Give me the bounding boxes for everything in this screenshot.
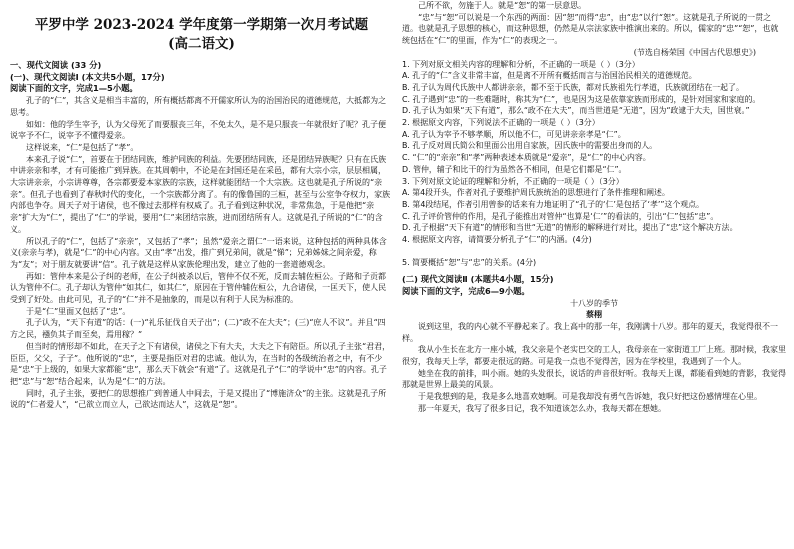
section-heading: 一、现代文阅读 (33 分) [10,60,102,70]
option: A. 孔子认为宰予不够孝顺，所以他不仁，可见讲亲亲孝是“仁”。 [402,129,626,139]
passage-paragraph: 本来孔子说“仁”，首要在于团结同族，维护同族的利益。先要团结同族，还是团结异族呢？只有在氏族中讲亲亲和孝，才有可能推广到异族。在其周朝中，不论是在封国还是在采邑，都有大宗小宗，层层相属，大宗讲亲亲，小宗讲尊尊，各宗都要爱本家族的宗族，这样就能团结一个大宗族。这也就是孔子所说的“亲亲”。但孔子也看到了春秋时代的变化，一个宗族都分离了。有的像鲁国的三桓，甚至与公室争夺权力，家族内部也争夺。周天子对于诸侯，也不像过去那样有权威了。孔子看到这种状况，非常焦急，于是他把“亲亲”扩大为“仁”，提出了“仁”的学说，要用“仁”来团结宗族，进而团结所有人。这就是孔子所说的“仁”的含义。 [10,154,391,234]
story-title: 十八岁的季节 [570,298,618,308]
right-column [402,0,786,415]
passage-paragraph: 所以孔子的“仁”，包括了“亲亲”，又包括了“孝”；虽然“爱亲之谓仁”一语来说，这种包括的两种具体含义(亲亲与孝)，就是“仁”的中心内容。又由“孝”出发，推广到兄弟间，就是“悌”；兄弟姊妹之间亲爱，称为“友”；对于朋友就要讲“信”。孔子就是这样从家族伦理出发，建立了他的一套道德观念。 [10,236,387,269]
question-1: 1. 下列对原文相关内容的理解和分析，不正确的一项是（ ）（3分） [402,59,640,69]
passage-paragraph: 再如：管仲本来是公子纠的老师，在公子纠被杀以后，管仲不仅不死，反而去辅佐桓公。子路和子贡都认为管仲不仁。孔子却认为管仲“如其仁，如其仁”，原因在于管仲辅佐桓公，九合诸侯，一匡天下，使人民受到了好处。由此可见，孔子的“仁”并不是抽象的，而是以有利于人民为标准的。 [10,271,387,305]
option: C. “仁”的“亲亲”和“孝”两种表述本质就是“爱亲”，是“仁”的中心内容。 [402,153,651,163]
story-paragraph: 我从小生长在北方一座小城，我父亲是个老实巴交的工人，我母亲在一家街道工厂上班。那时候，我家里很穷，我每天上学，都要走很远的路。可是我一点也不觉得苦，因为在学校里，我遇到了一个人。 [402,345,786,367]
option: C. 孔子遇到“忠”的一些难题时，称其为“仁”，也是因为这是依靠家族而形成的，是针对国家和家庭的。 [402,94,761,104]
story-paragraph: 那一年夏天，我写了很多日记，我不知道该怎么办，我每天都在想她。 [418,403,666,413]
option: D. 孔子根据“天下有道”的情形和当世“无道”的情形的解释进行对比，提出了“忠”这个解决方法。 [402,223,738,233]
passage-paragraph: 同时，孔子主张，要把仁的思想推广到普通人中间去，于是又提出了“博施济众”的主张。这就是孔子所说的“仁者爱人”，“己欲立而立人，己欲达而达人”，这就是“恕”。 [10,388,387,410]
question-5: 5. 简要概括“恕”与“忠”的关系。(4分) [402,258,537,268]
reading-instruction: 阅读下面的文字，完成6—9小题。 [402,285,530,296]
passage-paragraph: 如如：他的学生宰予，认为父母死了而要服丧三年，不免太久，是不是只服丧一年就很好了呢？孔子便说宰予不仁，说宰予不懂得爱亲。 [10,119,386,141]
exam-title: 平罗中学 2023-2024 学年度第一学期第一次月考试题 [34,17,369,33]
passage-paragraph: 孔子认为，“天下有道”的话：(一)“礼乐征伐自天子出”；(二)“政不在大夫”；(三)“庶人不议”。并且“四方之民，襁负其子而至矣，焉用稼？” [10,318,386,340]
option: A. 第4段开头，作者对孔子要维护周氏族统治的思想进行了条件推理和阐述。 [402,188,670,198]
passage-paragraph: 这样说来，“仁”是包括了“孝”。 [26,142,139,152]
option: A. 孔子的“仁”含义非常丰富，但是离不开所有概括而言与治国治民相关的道德规范。 [402,71,697,81]
reading-instruction: 阅读下面的文字，完成1—5小题。 [10,83,138,94]
story-paragraph: 于是我想到的是，我是多么地喜欢她啊。可是我却没有勇气告诉她，我只好把这份感情埋在心里。 [418,392,762,402]
option: D. 管仲，辅子和比干的行为虽然各不相同，但是它们都是“仁”。 [402,164,627,174]
passage-paragraph: 己所不欲，勿施于人。就是“恕”的第一层意思。 [418,1,587,10]
story-paragraph: 她坐在我的前排，叫小雨。她的头发很长，说话的声音很好听。我每天上课，都能看到她的背影，我觉得那就是世界上最美的风景。 [402,368,786,390]
option: B. 孔子反对周氏简公和里面公出用自家族，因氏族中的需要出身而的人。 [402,141,658,151]
option: C. 孔子评价管仲的作用，是孔子能推出对管仲“也算是‘仁’”的看法的，引出“仁”包括“忠”。 [402,211,719,221]
story-author: 蔡栩 [586,309,602,320]
passage-source: (节选自杨荣国《中国古代思想史》) [633,47,756,57]
question-2: 2. 根据原文内容，下列说法不正确的一项是（ ）（3分） [402,118,600,128]
subsection-heading: (一)、现代文阅读Ⅰ (本文共5小题，17分) [10,71,165,82]
subsection-heading: (二) 现代文阅读Ⅱ (本题共4小题，15分) [402,274,554,285]
option: B. 孔子认为周代氏族中人都讲亲亲，都不至于氏族，都对氏族祖先行孝道，氏族就团结在一起了。 [402,82,744,92]
question-4: 4. 根据原文内容，请简要分析孔子“仁”的内涵。(4分) [402,235,592,245]
passage-paragraph: 孔子的“仁”，其含义是相当丰富的，所有概括都离不开儒家所认为的治国治民的道德规范，大抵都为之思考。 [10,96,387,117]
option: B. 第4段结尾，作者引用曾参的话来有力地证明了“孔子的‘仁’是包括了‘孝’”这个观点。 [402,199,704,209]
left-column [10,0,393,411]
passage-paragraph: 但当时的情形却不如此，在天子之下有诸侯，诸侯之下有大夫，大夫之下有陪臣。所以孔子主张“君君，臣臣，父父，子子”。他所说的“忠”，主要是指臣对君的忠诚。他认为，在当时的各级统治者之中，有不少是“忠”于上级的，如果大家都能“忠”，那么天下就会“有道”了。这就是孔子“仁”的学说中“忠”的内容。孔子把“忠”与“恕”结合起来，认为是“仁”的方法。 [10,341,391,386]
passage-paragraph: “忠”与“恕”可以说是一个东西的两面：因“恕”而得“忠”，由“忠”以行“恕”。这就是孔子所说的一贯之道。也就是孔子思想的核心，而这种思想，仍然是从宗法家族中推演出来的。所以，儒家的“忠”“恕”，也就统包括在“仁”的里面，作为“仁”的表现之一。 [402,12,779,46]
exam-subtitle: (高二语文) [168,36,235,52]
passage-paragraph: 于是“仁”里面又包括了“忠”。 [26,306,131,316]
story-paragraph: 说到这里，我的内心就不平静起来了。我上高中的那一年，我刚满十八岁。那年的夏天，我觉得很不一样。 [402,321,778,343]
option: D. 孔子认为如果“天下有道”，那么“政不在大夫”，而当世道是“无道”，因为“政逮于大夫，国世衰。” [402,106,750,116]
question-3: 3. 下列对原文论证的理解和分析，不正确的一项是（ ）（3分） [402,176,624,186]
answer-space [402,246,786,258]
